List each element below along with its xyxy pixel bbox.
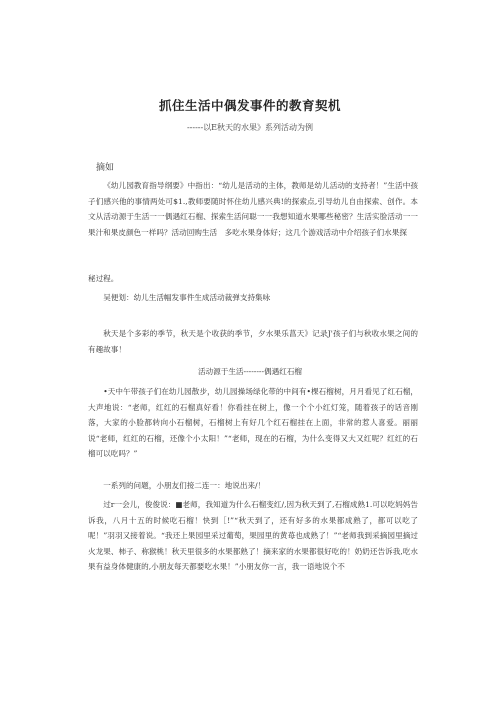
section-heading: 活动源于生活--------偶遇红石榴 [197,367,303,376]
abstract-paragraph: 《幼儿园教育指导纲要》中指出：“幼儿是活动的主体，教师是幼儿活动的支持者！”生活中孩子们感兴他的事情两处可$1.,教师要随时怀住幼儿感兴典!的探索点,引导幼儿自由探索、创作。本文从活动源于生活一一偶遇红石榴、探索生活问聪一一我想知道水果哪些秘密？生活实脸活动一一果汁和果皮颜色一样吗？活动回购生活 多吃水果身体好；这几个游戏活动中介绍孩子们水果探 [88,181,418,237]
abstract-tail: 秘过程。 [88,274,119,283]
story-paragraph-3: 过r一会儿，俊俊说：■老师，我知道为什么石榴变红/,因为秋天到了,石榴成熟1.可以吃妈妈告诉我，八月十五的时候吃石榴！快到［!”“秋天到了，还有好多的水果都成熟了，都可以吃了呢！”羽羽又接着说。“我还上果园里采过葡萄，果园里的黄苺也成熟了！”“老师我到采摘园里摘过火龙果、柿子、称猴桃！秋天里很多的水果都熟了！摘来家的水果都很好吃的！奶奶还告诉我,吃水果有益身体健康的,小朋友每天都要吃水果！”小朋友你一言，我一语地说个不 [88,500,418,571]
keywords-line: 吴便划：幼儿生活幅发事件生成活动裁弹支持集咏 [103,293,271,302]
abstract-label: 摘如 [96,163,115,173]
document-subtitle: ------以E秋天的水果》系列活动为例 [186,123,314,132]
story-paragraph-1: •天中午带孩子们在幼儿园散步，幼儿园操场绿化带的中间有•棵石榴树，月月看见了红石榴，大声地说：“老师，红红的石榴真好看！你看挂在树上，像一个个小红灯笼，随着孩子的话音刚落，大家的小脸都转向小石榴树，石榴树上有好几个红石榴挂在上面，非常的惹人喜爱。丽丽说“老师，红红的石榴，还像个小太阳！”“老师，现在的石榴，为什么变得又大又红呢？红红的石榴可以吃吗？” [88,387,418,458]
intro-paragraph: 秋天是个多彩的季节，秋天是个收获的季节，夕水果乐菖天》记录J'孩子们与秋收水果之间的有趣故事！ [88,329,418,354]
story-paragraph-2: 一系列的问题，小朋友们接二连一：地说出来/！ [103,481,266,490]
document-title: 抓住生活中偶发事件的教育契机 [158,98,341,113]
